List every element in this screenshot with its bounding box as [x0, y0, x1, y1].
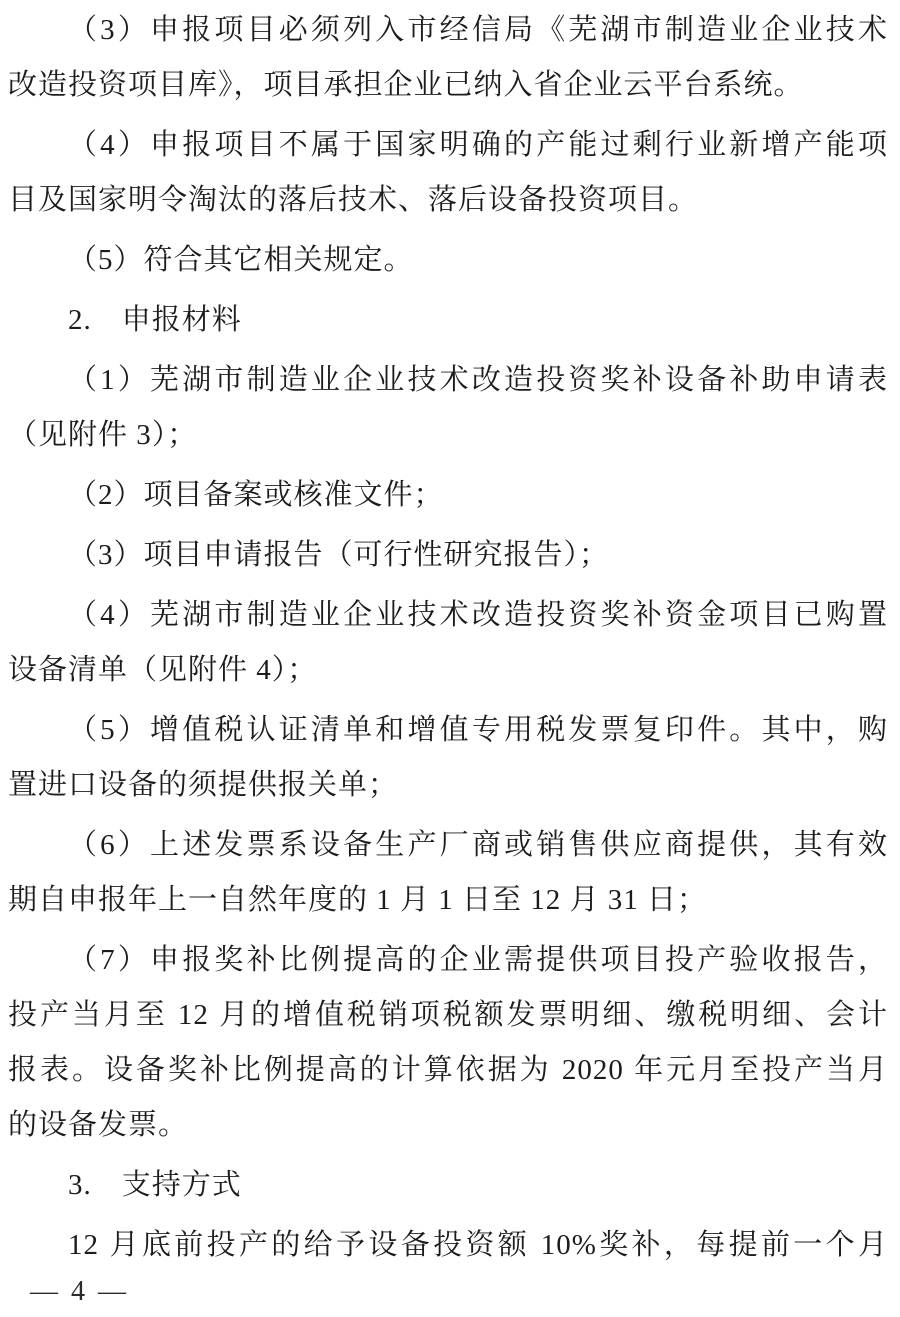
paragraph — [8, 1218, 888, 1273]
paragraph — [8, 3, 888, 113]
text-line: 设备清单（见附件 4）； — [8, 654, 318, 686]
text-line: 12 月底前投产的给予设备投资额 10%奖补，每提前一个月 — [68, 1229, 888, 1261]
paragraph — [8, 1158, 888, 1213]
text-line: 期自申报年上一自然年度的 1 月 1 日至 12 月 31 日； — [8, 884, 708, 916]
paragraph — [8, 468, 888, 523]
paragraph — [8, 933, 888, 1153]
text-line: （1）芜湖市制造业企业技术改造投资奖补设备补助申请表 — [68, 364, 888, 396]
text-line: （4）申报项目不属于国家明确的产能过剩行业新增产能项 — [68, 129, 888, 161]
text-line: 报表。设备奖补比例提高的计算依据为 2020 年元月至投产当月 — [8, 1054, 888, 1086]
text-line: （6）上述发票系设备生产厂商或销售供应商提供，其有效 — [68, 829, 888, 861]
text-line: 的设备发票。 — [8, 1109, 189, 1141]
text-line: （5）符合其它相关规定。 — [68, 244, 414, 276]
text-line: （4）芜湖市制造业企业技术改造投资奖补资金项目已购置 — [68, 599, 888, 631]
text-line: 目及国家明令淘汰的落后技术、落后设备投资项目。 — [8, 184, 699, 216]
page-number-footer: — 4 — — [30, 1276, 129, 1307]
text-line: （5）增值税认证清单和增值专用税发票复印件。其中，购 — [68, 714, 888, 746]
paragraph — [8, 118, 888, 228]
paragraph — [8, 233, 888, 288]
document-body — [8, 3, 888, 1278]
paragraph — [8, 818, 888, 928]
paragraph — [8, 353, 888, 463]
text-line: 3. 支持方式 — [68, 1169, 242, 1201]
paragraph — [8, 293, 888, 348]
paragraph — [8, 588, 888, 698]
text-line: 置进口设备的须提供报关单； — [8, 769, 399, 801]
text-line: 2. 申报材料 — [68, 304, 242, 336]
text-line: （见附件 3）； — [8, 419, 198, 451]
paragraph — [8, 528, 888, 583]
text-line: （3）申报项目必须列入市经信局《芜湖市制造业企业技术 — [68, 14, 888, 46]
text-line: 改造投资项目库》，项目承担企业已纳入省企业云平台系统。 — [8, 69, 804, 101]
text-line: （2）项目备案或核准文件； — [68, 479, 444, 511]
text-line: 投产当月至 12 月的增值税销项税额发票明细、缴税明细、会计 — [8, 999, 888, 1031]
text-line: （7）申报奖补比例提高的企业需提供项目投产验收报告， — [68, 944, 888, 976]
paragraph — [8, 703, 888, 813]
text-line: （3）项目申请报告（可行性研究报告）； — [68, 539, 610, 571]
